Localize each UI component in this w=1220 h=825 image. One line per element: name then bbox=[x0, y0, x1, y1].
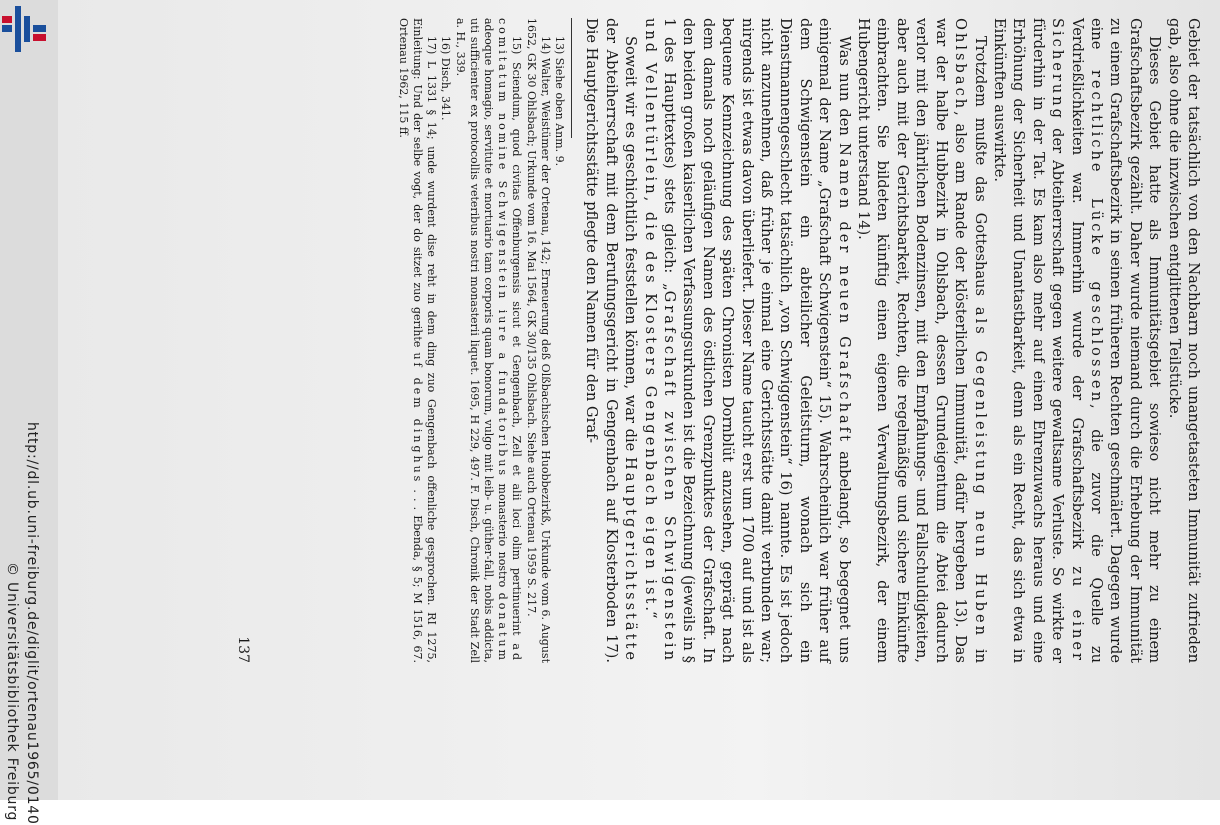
spaced-emphasis: Grafschaft zwischen Schwigenstein und Vellentürlein, die des Klosters Gengenbach eigen ist bbox=[641, 18, 679, 664]
paragraph bbox=[640, 18, 853, 663]
library-logo-icon bbox=[2, 6, 46, 52]
spaced-emphasis: Hauptgerichtsstätte bbox=[622, 456, 640, 663]
body-text bbox=[582, 18, 1203, 663]
page-content bbox=[235, 18, 1203, 664]
paragraph bbox=[990, 18, 1165, 663]
spaced-emphasis: Ohlsbach bbox=[952, 18, 970, 112]
text-run: 17) L 1331 § 14; unde wurdent dise reht in dem ding zuo Gengenbach offenliche gesprochen. RI 1275, Einleitung: Und der selbe vogt, der do sitzet zuo gerihte bbox=[410, 18, 439, 663]
spaced-emphasis: rechtliche Lücke geschlossen bbox=[1087, 69, 1105, 404]
text-run: adeoque homagio, servitute et mortuario tam corporis quam bonorum, vulgo mit leib- u. güther-fall, nobis addicta, uti sufficienter ex protocollis veteribus nostri monasterii liquet. 1695, H 229, 497. F. Disch, Chronik der Stadt Zell a. H., 339. bbox=[453, 18, 495, 663]
viewer-sidebar bbox=[0, 0, 58, 825]
paragraph bbox=[582, 18, 640, 663]
spaced-emphasis: ad comitatum nomine Schwigenstein iure a fundatoribus bbox=[496, 18, 524, 663]
text-run: , also am Rande der klösterlichen Immunität, dafür hergeben 13). Das war der halbe Hubbezirk in Ohlsbach, dessen Grundeigentum die Abtei dadurch verlor mit den jährlichen Bodenzinsen, mit den Empfahungs- und Fallschuldigkeiten, aber auch mit der Gerichtsbarkeit, Rechten, die regelmäßige und sichere Einkünfte einbrachten. Sie bildeten künftig einen eigenen Verwaltungsbezirk, der einem Hubengericht unterstand 14). bbox=[855, 18, 970, 663]
text-run: der Abteiherrschaft gegen weitere gewaltsame Verluste. So wirkte er fürderhin in der Tat. Es kam also mehr auf einen Ehrenzuwachs heraus und eine Erhöhung der Sicherheit und Unantastbarkeit, denn als ein Recht, das sich etwa in Einkünften auswirkte. bbox=[990, 18, 1067, 663]
text-run: Dieses Gebiet hatte als Immunitätsgebiet sowieso nicht mehr zu einem Grafschaftsbezirk gezählt. Daher wurde niemand durch die Erhebung der Immunität zu einem Grafschaftsbezirk in seinen früheren Rechten geschmälert. Dagegen wurde eine bbox=[1087, 18, 1164, 663]
text-run: , die zuvor die Quelle zu Verdrießlichkeiten war. Immerhin wurde der Grafschaftsbezirk bbox=[1068, 18, 1105, 664]
spaced-emphasis: zu einer Sicherung bbox=[1049, 18, 1086, 663]
document-url[interactable]: http://dl.ub.uni-freiburg.de/diglit/ortenau1965/0140 bbox=[24, 422, 40, 825]
text-run: monasterio nostro bbox=[496, 478, 510, 593]
text-run: 16) Disch, 341. bbox=[439, 36, 453, 121]
page-number: 137 bbox=[235, 636, 251, 663]
paragraph bbox=[1164, 18, 1203, 663]
footnote bbox=[396, 18, 439, 663]
paragraph bbox=[854, 18, 990, 663]
text-run: anbelangt, so begegnet uns einigemal der Name „Grafschaft Schwigenstein“ 15). Wahrscheinlich war früher auf dem Schwigenstein ein abteilicher Geleitsturm, wonach sich ein Dienstmannengeschlecht tatsächlich „von Schwiggenstein“ 16) nannte. Es ist jedoch nicht anzunehmen, daß früher je einmal eine Gerichtsstätte damit verbunden war; nirgends ist etwas davon überliefert. Dieser Name taucht erst um 1700 auf und ist als bequeme Kennzeichnung des späten Chronisten Dornblüt anzusehen, geprägt nach dem damals noch geläufigen Namen des östlichen Grenzpunktes der Grafschaft. In den beiden großen kaiserlichen Verfassungsurkunden ist die Bezeichnung (jeweils in § 1 des Haupttextes) stets gleich: „ bbox=[661, 18, 853, 663]
text-run: Trotzdem mußte das Gotteshaus bbox=[971, 36, 989, 307]
footnote bbox=[438, 18, 452, 663]
text-run: . . . Ebenda, § 5; M 1516, 67. Ortenau 1962, 115 ff. bbox=[396, 18, 424, 663]
footnote bbox=[552, 18, 566, 663]
text-run: Gebiet der tatsächlich von den Nachbarn noch unangetasteten Immunität zufrieden gab, also ohne die inzwischen entglittenen Teilstücke. bbox=[1165, 18, 1202, 663]
text-run: der Abteiherrschaft mit dem Berufungsgericht in Gengenbach auf Klosterboden 17). Die Hauptgerichtsstätte pflegte den Namen für den Graf- bbox=[583, 18, 620, 663]
footnote bbox=[523, 18, 551, 663]
spaced-emphasis: als Gegenleistung neun Huben bbox=[971, 306, 989, 639]
text-run: 15) Sciendum, quod civitas Offenburgensis sicut et Gengenbach, Zell et alii loci olim pertinuerint bbox=[510, 36, 524, 644]
footnote-divider bbox=[571, 18, 572, 138]
text-run: Was nun den bbox=[835, 36, 853, 143]
spaced-emphasis: donatum bbox=[496, 592, 510, 663]
text-run: in bbox=[971, 638, 989, 664]
footnotes bbox=[396, 18, 566, 663]
text-run: Soweit wir es geschichtlich feststellen können, war die bbox=[622, 36, 640, 457]
spaced-emphasis: Namen der neuen Grafschaft bbox=[835, 142, 853, 444]
text-run: .“ bbox=[641, 606, 659, 619]
scanned-page bbox=[58, 0, 1220, 800]
spaced-emphasis: uf dem dinghus bbox=[410, 352, 424, 485]
footnote bbox=[452, 18, 523, 663]
text-run: 14) Walter, Weistümer der Ortenau, 142; Erneuerung deß Olßbachischen Huobbezirkß, Urkunde vom 6. August 1652, GK 30 Ohlsbach; Urkunde vom 16. Mai 1564, GK 30/135 Ohlsbach. Siehe auch Ortenau 1959 S. 217. bbox=[524, 18, 552, 663]
copyright-notice: © Universitätsbibliothek Freiburg bbox=[4, 562, 20, 822]
text-run: 13) Siehe oben Anm. 9. bbox=[553, 36, 566, 167]
